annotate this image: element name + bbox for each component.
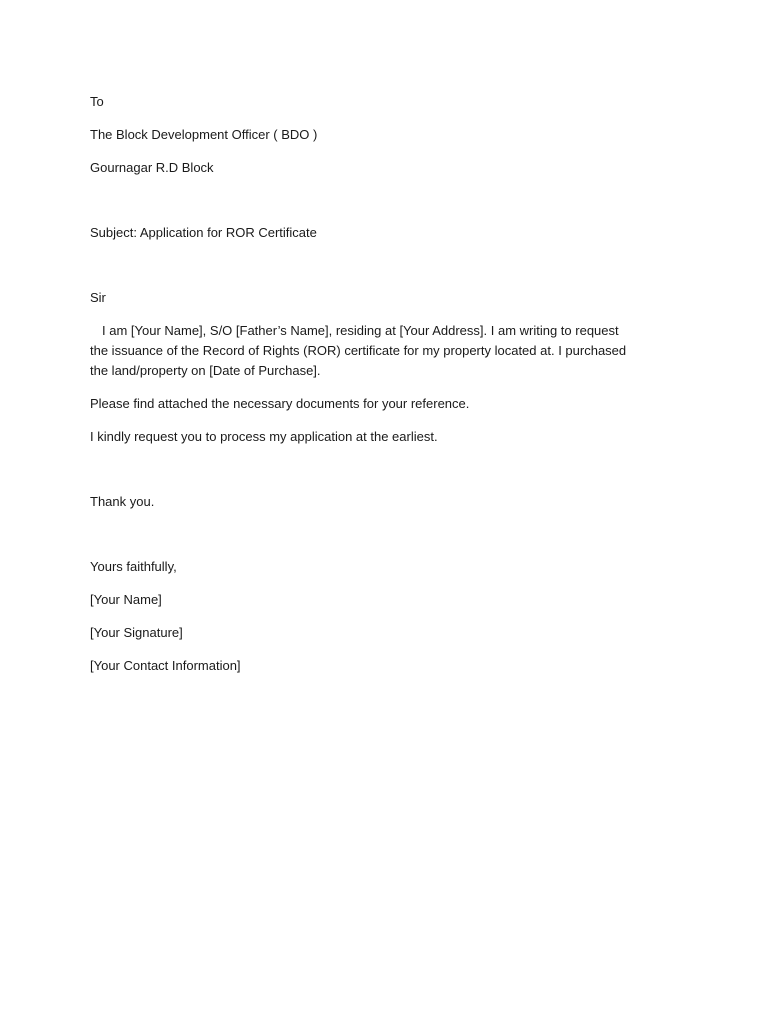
sender-name: [Your Name] <box>90 592 162 607</box>
recipient-title: The Block Development Officer ( BDO ) <box>90 127 318 142</box>
to-line: To <box>90 94 104 109</box>
thanks-line: Thank you. <box>90 494 155 509</box>
salutation: Sir <box>90 290 106 305</box>
sender-contact: [Your Contact Information] <box>90 658 241 673</box>
body-paragraph-1: I am [Your Name], S/O [Father’s Name], residing at [Your Address]. I am writing to request the issuance of the Record of Rights (ROR) certificate for my property located at. I purchased the land/property on [Date of Purchase]. <box>90 323 627 378</box>
body-paragraph-2: Please find attached the necessary documents for your reference. <box>90 396 470 411</box>
sender-signature: [Your Signature] <box>90 625 183 640</box>
body-paragraph-3: I kindly request you to process my application at the earliest. <box>90 429 438 444</box>
letter-body <box>90 92 640 676</box>
subject-line: Subject: Application for ROR Certificate <box>90 225 317 240</box>
recipient-office: Gournagar R.D Block <box>90 160 214 175</box>
closing-line: Yours faithfully, <box>90 559 177 574</box>
